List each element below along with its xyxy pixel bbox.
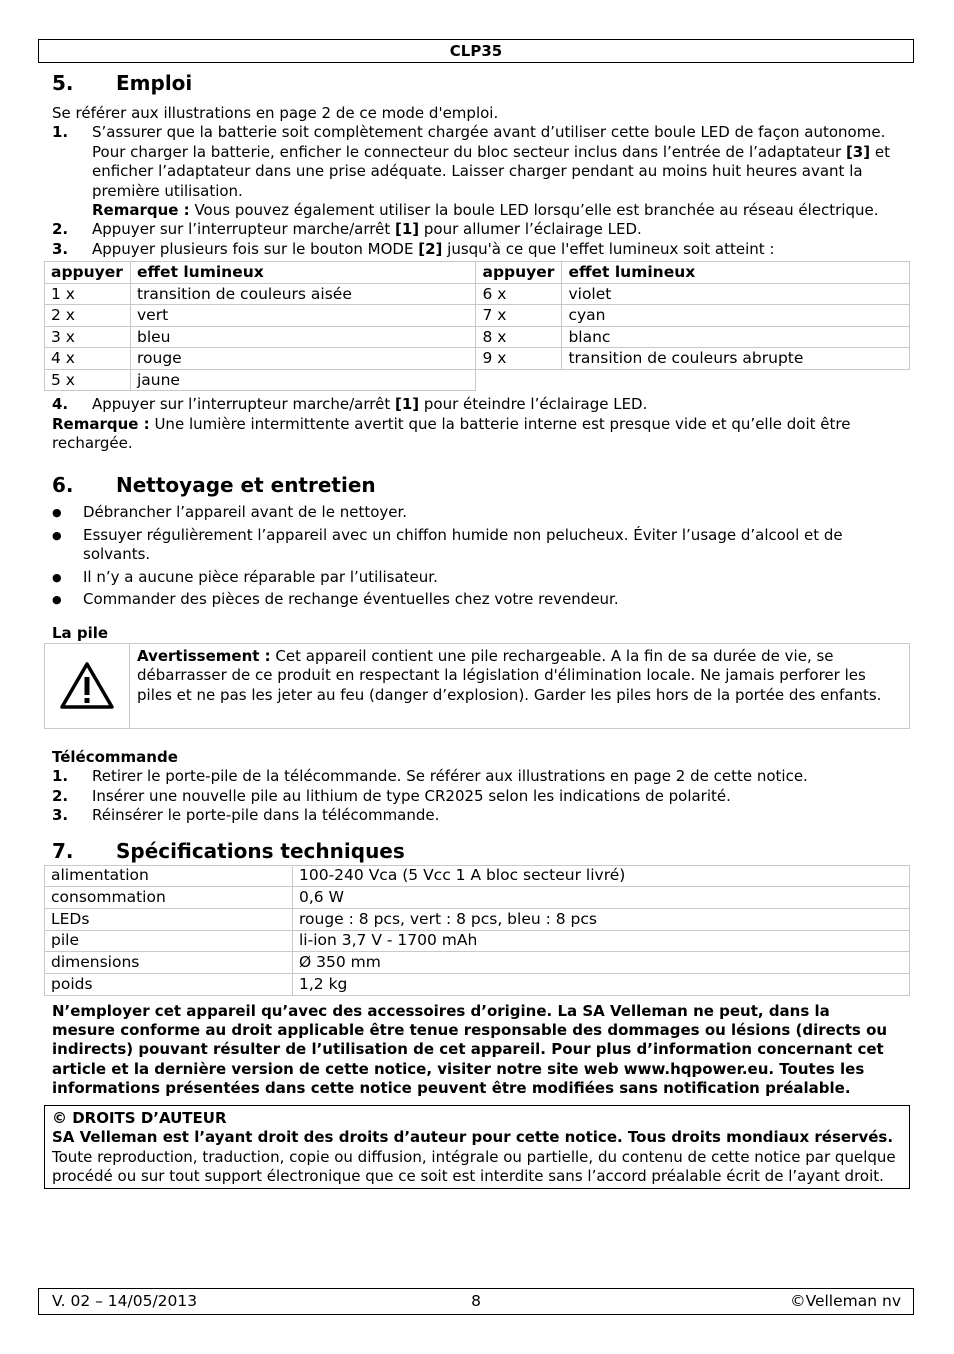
step-text (92, 240, 910, 259)
spec-label: consommation (45, 887, 293, 909)
text: Appuyer sur l’interrupteur marche/arrêt (92, 395, 395, 414)
table-row (45, 952, 910, 974)
list-item (52, 590, 910, 609)
light-effects-table (44, 261, 910, 391)
table-cell: 6 x (476, 283, 562, 305)
step-text (92, 220, 910, 239)
col-header: effet lumineux (562, 262, 910, 284)
text: Pour charger la batterie, enficher le connecteur du bloc secteur inclus dans l’entrée de l’adaptateur (92, 142, 846, 161)
step-number: 2. (52, 220, 69, 239)
table-cell: 1 x (45, 283, 131, 305)
table-cell: 9 x (476, 348, 562, 370)
list-item (52, 568, 910, 587)
table-row (45, 865, 910, 887)
step-1-line1: S’assurer que la batterie soit complètement chargée avant d’utiliser cette boule LED de façon autonome. (92, 123, 886, 142)
table-cell: 4 x (45, 348, 131, 370)
step-1-line2 (92, 143, 910, 201)
list-item (52, 526, 910, 565)
spec-value: li-ion 3,7 V - 1700 mAh (293, 930, 910, 952)
remote-step (52, 767, 910, 786)
table-cell: vert (130, 305, 476, 327)
table-header-row (45, 262, 910, 284)
table-cell: bleu (130, 326, 476, 348)
page-footer (38, 1288, 914, 1315)
table-row (45, 348, 910, 370)
copyright-title: © DROITS D’AUTEUR (52, 1108, 227, 1127)
table-cell: violet (562, 283, 910, 305)
disclaimer-text: N’employer cet appareil qu’avec des accessoires d’origine. La SA Velleman ne peut, dans la mesure conforme au droit applicable être tenue responsable des dommages ou lésions (directs ou indirects) pouvant résulter de l’utilisation de cet appareil. Pour plus d’information concernant cet article et la dernière version de cette notice, visiter notre site web www.hqpower.eu. Toutes les informations présentées dans cette notice peuvent être modifiées sans notification préalable. (52, 1001, 888, 1098)
text: Appuyer sur l’interrupteur marche/arrêt (92, 220, 395, 239)
ref-label: [1] (394, 395, 420, 414)
section-title: Spécifications techniques (116, 838, 405, 863)
copyright-body (52, 1128, 901, 1186)
remark-text: Une lumière intermittente avertit que la batterie interne est presque vide et qu’elle doit être rechargée. (52, 414, 851, 453)
table-cell: 5 x (45, 369, 131, 391)
table-row (45, 908, 910, 930)
spec-value: Ø 350 mm (293, 952, 910, 974)
version-date: V. 02 – 14/05/2013 (52, 1292, 198, 1310)
step-number: 2. (52, 786, 69, 805)
step-1-remark (92, 201, 910, 220)
model-name: CLP35 (449, 42, 503, 60)
col-header: appuyer (45, 262, 131, 284)
spec-value: 100-240 Vca (5 Vcc 1 A bloc secteur livré) (293, 865, 910, 887)
list-text: Commander des pièces de rechange éventuelles chez votre revendeur. (83, 590, 619, 609)
list-text: Débrancher l’appareil avant de le nettoyer. (83, 503, 408, 522)
bullet-icon: ● (52, 570, 62, 584)
copyright-box (44, 1105, 910, 1190)
intro-text: Se référer aux illustrations en page 2 de ce mode d'emploi. (52, 104, 499, 122)
list-text: Essuyer régulièrement l’appareil avec un chiffon humide non pelucheux. Éviter l’usage d’alcool et de solvants. (83, 525, 843, 564)
warning-label: Avertissement : (137, 646, 271, 665)
spec-label: pile (45, 930, 293, 952)
table-row (45, 369, 910, 391)
spec-value: 1,2 kg (293, 973, 910, 995)
specs-table (44, 865, 910, 996)
step-number: 1. (52, 767, 69, 786)
spec-label: dimensions (45, 952, 293, 974)
table-cell: 2 x (45, 305, 131, 327)
text: pour allumer l’éclairage LED. (419, 220, 642, 239)
text: et enficher l’adaptateur dans une prise adéquate. Laisser charger pendant au moins huit heures avant la première utilisation. (92, 142, 890, 200)
section-number: 5. (52, 71, 74, 95)
list-item (52, 503, 910, 522)
step-4 (52, 395, 910, 414)
table-row (45, 305, 910, 327)
empty-cell (476, 369, 562, 391)
step-2 (52, 220, 910, 239)
step-text (92, 123, 910, 220)
page-header (38, 39, 914, 63)
step-number: 1. (52, 123, 69, 142)
step-number: 4. (52, 395, 69, 414)
table-row (45, 283, 910, 305)
section-heading-specs (52, 837, 910, 865)
spec-label: poids (45, 973, 293, 995)
battery-subheading: La pile (52, 623, 109, 642)
remark-label: Remarque : (52, 414, 150, 433)
col-header: appuyer (476, 262, 562, 284)
copyright-text: Toute reproduction, traduction, copie ou diffusion, intégrale ou partielle, du contenu de cette notice par quelque procédé ou sur tout support électronique que ce soit est interdite sans l’accord préalable écrit de l’ayant droit. (52, 1147, 896, 1185)
warning-box (44, 643, 910, 729)
step-number: 3. (52, 806, 69, 825)
spec-value: 0,6 W (293, 887, 910, 909)
table-cell: cyan (562, 305, 910, 327)
warning-body: Cet appareil contient une pile rechargeable. A la fin de sa durée de vie, se débarrasser de ce produit en respectant la législation d'élimination locale. Ne jamais perforer les piles et ne pas les jeter au feu (danger d’explosion). Garder les piles hors de la portée des enfants. (137, 646, 882, 704)
text: pour éteindre l’éclairage LED. (419, 395, 648, 414)
warning-text (130, 644, 909, 728)
section-heading-nettoyage (52, 471, 910, 499)
empty-cell (562, 369, 910, 391)
table-row (45, 326, 910, 348)
table-cell: transition de couleurs aisée (130, 283, 476, 305)
table-row (45, 930, 910, 952)
cleaning-list (52, 503, 910, 609)
col-header: effet lumineux (130, 262, 476, 284)
remark-text: Vous pouvez également utiliser la boule LED lorsqu’elle est branchée au réseau électrique. (189, 201, 879, 220)
text: Appuyer plusieurs fois sur le bouton MODE (92, 239, 419, 258)
page-number: 8 (471, 1292, 481, 1310)
step-3 (52, 240, 910, 259)
spec-value: rouge : 8 pcs, vert : 8 pcs, bleu : 8 pcs (293, 908, 910, 930)
section-title: Emploi (116, 71, 193, 95)
section-number: 7. (52, 838, 74, 863)
step-text: Retirer le porte-pile de la télécommande. Se référer aux illustrations en page 2 de cette notice. (92, 767, 808, 786)
step-text (92, 395, 910, 414)
remark-label: Remarque : (92, 201, 190, 220)
copyright-bold: SA Velleman est l’ayant droit des droits d’auteur pour cette notice. Tous droits mondiaux réservés. (52, 1128, 894, 1147)
remote-step (52, 806, 910, 825)
remote-subheading: Télécommande (52, 747, 178, 766)
step-text: Insérer une nouvelle pile au lithium de type CR2025 selon les indications de polarité. (92, 786, 731, 805)
table-cell: 8 x (476, 326, 562, 348)
table-row (45, 973, 910, 995)
warning-triangle-icon (45, 644, 130, 728)
table-cell: 7 x (476, 305, 562, 327)
ref-label: [1] (394, 220, 420, 239)
section-title: Nettoyage et entretien (116, 473, 376, 498)
bullet-icon: ● (52, 593, 62, 607)
step-text: Réinsérer le porte-pile dans la télécommande. (92, 806, 440, 825)
section-number: 6. (52, 473, 74, 498)
table-cell: 3 x (45, 326, 131, 348)
table-cell: transition de couleurs abrupte (562, 348, 910, 370)
table-cell: blanc (562, 326, 910, 348)
remote-step (52, 787, 910, 806)
list-text: Il n’y a aucune pièce réparable par l’utilisateur. (83, 567, 438, 586)
ref-label: [3] (845, 142, 871, 161)
table-cell: jaune (130, 369, 476, 391)
bullet-icon: ● (52, 506, 62, 520)
bullet-icon: ● (52, 528, 62, 542)
table-cell: rouge (130, 348, 476, 370)
step-1 (52, 123, 910, 220)
text: jusqu'à ce que l'effet lumineux soit atteint : (442, 239, 775, 258)
spec-label: alimentation (45, 865, 293, 887)
battery-remark (52, 415, 910, 454)
step-number: 3. (52, 239, 69, 258)
section-heading-emploi (52, 69, 910, 97)
table-row (45, 887, 910, 909)
brand-copyright: ©Velleman nv (790, 1292, 901, 1310)
spec-label: LEDs (45, 908, 293, 930)
page-content (52, 68, 910, 1189)
ref-label: [2] (418, 239, 443, 258)
